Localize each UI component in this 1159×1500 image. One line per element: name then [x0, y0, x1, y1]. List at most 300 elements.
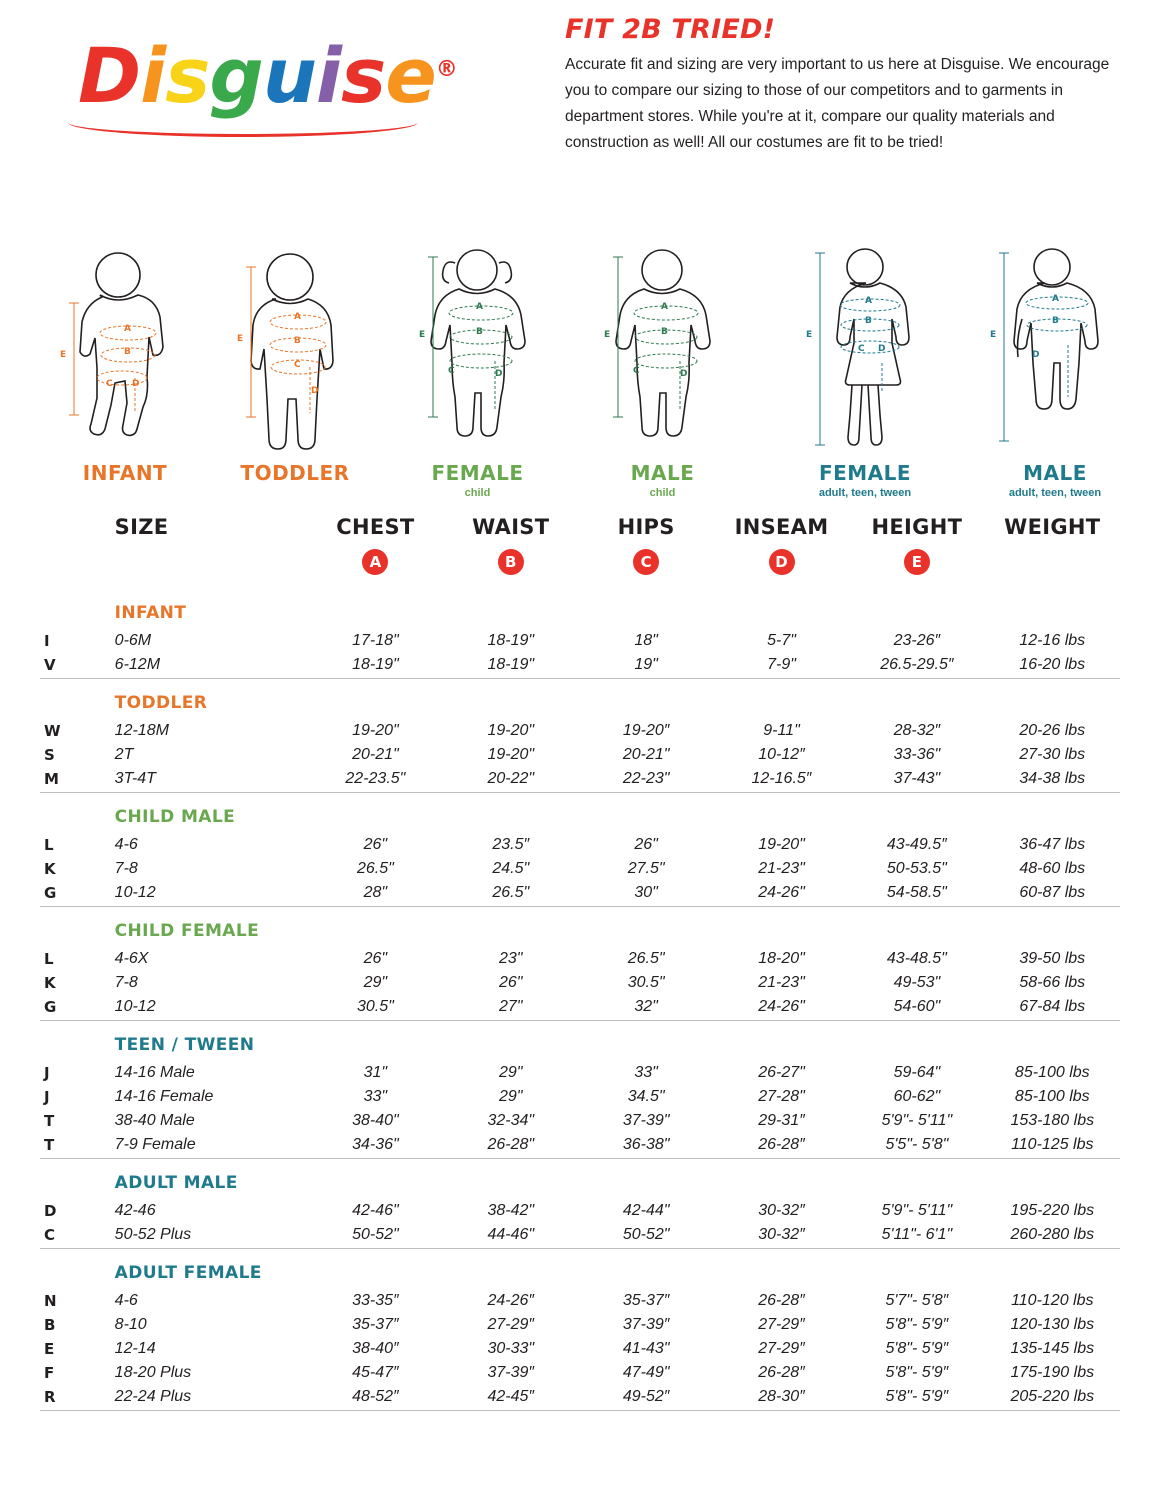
row-weight: 12-16 lbs [1019, 632, 1086, 649]
table-body [40, 589, 1120, 1411]
row-height: 37-43" [893, 770, 941, 787]
row-weight: 135-145 lbs [1010, 1340, 1095, 1357]
svg-text:D: D [132, 379, 140, 389]
row-size: 42-46 [114, 1202, 156, 1219]
row-size: 4-6X [114, 950, 149, 967]
figure-male-adult [960, 245, 1150, 499]
row-hips: 18" [634, 632, 658, 649]
row-code: E [44, 1340, 55, 1358]
table-row [40, 1361, 1120, 1385]
header-weight: WEIGHT [1004, 515, 1101, 539]
group-code-spacer [40, 793, 79, 834]
row-inseam: 18-20" [758, 950, 805, 967]
group-label: CHILD MALE [114, 807, 236, 827]
row-chest: 30.5" [356, 998, 394, 1015]
table-row [40, 1133, 1120, 1157]
row-hips: 30" [634, 884, 658, 901]
svg-text:C: C [106, 379, 113, 389]
row-chest: 45-47″ [352, 1364, 399, 1381]
table-row [40, 1061, 1120, 1085]
row-inseam: 27-29″ [758, 1340, 805, 1357]
infant-figure-icon [40, 245, 210, 455]
row-chest: 26.5" [356, 860, 394, 877]
row-height: 33-36" [893, 746, 941, 763]
row-waist: 18-19" [487, 656, 535, 673]
row-size: 10-12 [114, 998, 156, 1015]
row-inseam: 5-7" [767, 632, 796, 649]
row-height: 5'8"- 5'9″ [885, 1364, 949, 1381]
group-code-spacer [40, 1249, 79, 1290]
row-size: 50-52 Plus [114, 1226, 192, 1243]
row-weight: 39-50 lbs [1019, 950, 1086, 967]
row-inseam: 21-23" [758, 860, 805, 877]
svg-text:B: B [476, 327, 483, 337]
badge-cell-b [443, 543, 578, 589]
table-row [40, 1109, 1120, 1133]
row-height: 28-32″ [893, 722, 941, 739]
group-header-row [40, 1021, 1120, 1062]
logo-letter-d: D [78, 31, 141, 121]
row-hips: 32" [634, 998, 658, 1015]
svg-text:C: C [633, 366, 640, 376]
row-weight: 48-60 lbs [1019, 860, 1086, 877]
table-row [40, 1085, 1120, 1109]
row-code: L [44, 836, 54, 854]
badge-d: D [769, 549, 795, 575]
row-chest: 34-36" [352, 1136, 399, 1153]
row-weight: 67-84 lbs [1019, 998, 1086, 1015]
row-inseam: 9-11" [763, 722, 800, 739]
figure-label-female-child: FEMALE [431, 461, 524, 485]
row-height: 5'5"- 5'8" [885, 1136, 949, 1153]
row-weight: 153-180 lbs [1010, 1112, 1095, 1129]
table-row [40, 881, 1120, 905]
row-height: 54-60" [893, 998, 941, 1015]
row-inseam: 12-16.5″ [751, 770, 812, 787]
row-size: 8-10 [114, 1316, 147, 1333]
svg-text:D: D [1032, 350, 1040, 360]
group-label: CHILD FEMALE [114, 921, 260, 941]
row-size: 18-20 Plus [114, 1364, 192, 1381]
row-inseam: 24-26" [758, 884, 805, 901]
group-header-row [40, 907, 1120, 948]
row-code: C [44, 1226, 56, 1244]
female-child-figure-icon [385, 245, 570, 455]
row-weight: 175-190 lbs [1010, 1364, 1095, 1381]
row-code: M [44, 770, 59, 788]
group-header-row [40, 589, 1120, 629]
badge-spacer-code [40, 543, 79, 589]
row-inseam: 26-28″ [758, 1292, 805, 1309]
table-row [40, 947, 1120, 971]
row-chest: 28" [363, 884, 388, 901]
header-waist: WAIST [472, 515, 550, 539]
badge-spacer-weight [985, 543, 1120, 589]
row-chest: 33" [363, 1088, 388, 1105]
row-chest: 33-35″ [352, 1292, 399, 1309]
row-weight: 16-20 lbs [1019, 656, 1086, 673]
group-code-spacer [40, 1159, 79, 1200]
svg-text:E: E [237, 334, 244, 344]
svg-text:C: C [448, 366, 455, 376]
toddler-figure-icon [210, 245, 380, 455]
row-height: 59-64" [893, 1064, 941, 1081]
table-row [40, 653, 1120, 677]
svg-text:C: C [858, 344, 865, 354]
group-label: TODDLER [114, 693, 208, 713]
row-hips: 26" [634, 836, 658, 853]
logo-letter-e: e [385, 31, 436, 121]
svg-text:E: E [60, 350, 67, 360]
logo-letter-i1: i [140, 31, 166, 121]
figure-label-toddler: TODDLER [240, 461, 350, 485]
row-code: K [44, 860, 56, 878]
row-code: J [44, 1064, 50, 1082]
header-chest: CHEST [336, 515, 415, 539]
row-inseam: 26-28″ [758, 1136, 805, 1153]
figure-infant [40, 245, 210, 485]
group-label: TEEN / TWEEN [114, 1035, 255, 1055]
row-hips: 19" [634, 656, 658, 673]
badge-c: C [633, 549, 659, 575]
row-size: 7-8 [114, 860, 138, 877]
figure-label-male-child: MALE [630, 461, 695, 485]
table-header [40, 515, 1120, 589]
row-chest: 19-20" [352, 722, 399, 739]
row-size: 38-40 Male [114, 1112, 195, 1129]
row-waist: 29" [499, 1088, 523, 1105]
row-code: V [44, 656, 56, 674]
group-label: ADULT MALE [114, 1173, 238, 1193]
row-weight: 205-220 lbs [1010, 1388, 1095, 1405]
row-size: 4-6 [114, 836, 138, 853]
row-inseam: 30-32″ [758, 1226, 805, 1243]
figure-female-adult [770, 245, 960, 499]
row-waist: 24-26″ [487, 1292, 535, 1309]
group-label: ADULT FEMALE [114, 1263, 262, 1283]
logo-letter-s2: s [340, 31, 386, 121]
row-height: 26.5-29.5″ [880, 656, 954, 673]
row-waist: 27-29″ [487, 1316, 535, 1333]
svg-text:C: C [294, 360, 301, 370]
row-code: T [44, 1112, 55, 1130]
svg-text:D: D [311, 386, 319, 396]
svg-text:B: B [1052, 316, 1059, 326]
badge-cell-e [849, 543, 984, 589]
row-size: 12-14 [114, 1340, 156, 1357]
row-height: 54-58.5" [886, 884, 947, 901]
row-inseam: 21-23" [758, 974, 805, 991]
table-header-row [40, 515, 1120, 543]
figure-label-infant: INFANT [82, 461, 168, 485]
row-chest: 38-40″ [352, 1340, 399, 1357]
group-code-spacer [40, 589, 79, 629]
row-size: 7-8 [114, 974, 138, 991]
size-chart-table-wrap [0, 515, 1159, 1411]
row-hips: 26.5" [627, 950, 665, 967]
row-height: 5'9"- 5'11" [881, 1112, 953, 1129]
badge-cell-a [308, 543, 443, 589]
row-weight: 85-100 lbs [1014, 1088, 1090, 1105]
group-header-row [40, 793, 1120, 834]
row-code: B [44, 1316, 56, 1334]
svg-text:A: A [661, 302, 668, 312]
row-chest: 26" [363, 836, 388, 853]
row-waist: 23" [499, 950, 523, 967]
row-chest: 42-46" [352, 1202, 399, 1219]
svg-text:A: A [294, 312, 301, 322]
row-hips: 47-49" [622, 1364, 670, 1381]
row-code: F [44, 1364, 55, 1382]
table-row [40, 1313, 1120, 1337]
row-height: 43-48.5" [886, 950, 947, 967]
row-waist: 26" [499, 974, 523, 991]
row-weight: 36-47 lbs [1019, 836, 1086, 853]
svg-text:D: D [495, 369, 503, 379]
row-chest: 26" [363, 950, 388, 967]
male-adult-figure-icon [960, 245, 1150, 455]
row-hips: 35-37″ [622, 1292, 670, 1309]
row-height: 50-53.5" [886, 860, 947, 877]
row-weight: 20-26 lbs [1019, 722, 1086, 739]
figure-male-child [570, 245, 755, 499]
badge-e: E [904, 549, 930, 575]
badge-b: B [498, 549, 524, 575]
table-row [40, 629, 1120, 653]
logo-letter-u: u [262, 31, 316, 121]
svg-text:A: A [865, 296, 872, 306]
row-hips: 22-23" [622, 770, 670, 787]
table-row [40, 1289, 1120, 1313]
row-waist: 27" [499, 998, 523, 1015]
row-inseam: 27-28" [758, 1088, 805, 1105]
row-waist: 44-46" [487, 1226, 535, 1243]
row-size: 12-18M [114, 722, 169, 739]
table-row [40, 719, 1120, 743]
male-child-figure-icon [570, 245, 755, 455]
row-hips: 37-39″ [622, 1316, 670, 1333]
row-size: 2T [114, 746, 134, 763]
svg-text:E: E [806, 330, 813, 340]
table-row [40, 995, 1120, 1019]
table-row [40, 833, 1120, 857]
row-inseam: 26-28″ [758, 1364, 805, 1381]
row-inseam: 29-31″ [758, 1112, 805, 1129]
row-hips: 50-52" [622, 1226, 670, 1243]
row-height: 60-62" [893, 1088, 941, 1105]
badge-a: A [362, 549, 388, 575]
figure-sublabel-male-child: child [649, 487, 676, 499]
row-waist: 19-20" [487, 746, 535, 763]
svg-text:D: D [878, 344, 886, 354]
size-chart-table [40, 515, 1120, 1411]
row-size: 14-16 Male [114, 1064, 195, 1081]
row-size: 6-12M [114, 656, 161, 673]
header-inseam: INSEAM [734, 515, 829, 539]
row-weight: 27-30 lbs [1019, 746, 1086, 763]
logo-letter-g: g [209, 31, 263, 121]
logo-swoosh-divider [68, 108, 418, 137]
row-waist: 30-33" [487, 1340, 535, 1357]
row-inseam: 19-20" [758, 836, 805, 853]
row-chest: 20-21" [352, 746, 399, 763]
row-chest: 22-23.5" [345, 770, 406, 787]
row-hips: 49-52″ [622, 1388, 670, 1405]
row-weight: 195-220 lbs [1010, 1202, 1095, 1219]
table-row [40, 1199, 1120, 1223]
row-waist: 18-19" [487, 632, 535, 649]
badge-spacer-size [79, 543, 308, 589]
figure-sublabel-male-adult: adult, teen, tween [1008, 487, 1102, 499]
group-code-spacer [40, 907, 79, 948]
row-weight: 120-130 lbs [1010, 1316, 1095, 1333]
row-weight: 85-100 lbs [1014, 1064, 1090, 1081]
row-waist: 26-28" [487, 1136, 535, 1153]
row-inseam: 26-27" [758, 1064, 805, 1081]
row-inseam: 7-9" [767, 656, 796, 673]
row-hips: 42-44" [622, 1202, 670, 1219]
row-size: 7-9 Female [114, 1136, 196, 1153]
row-code: I [44, 632, 50, 650]
figure-female-child [385, 245, 570, 499]
row-waist: 20-22" [487, 770, 535, 787]
page-title: FIT 2B TRIED! [565, 14, 776, 45]
row-code: D [44, 1202, 57, 1220]
svg-text:B: B [661, 327, 668, 337]
figure-label-male-adult: MALE [1023, 461, 1087, 485]
svg-text:E: E [990, 330, 997, 340]
row-hips: 19-20″ [622, 722, 670, 739]
row-size: 3T-4T [114, 770, 156, 787]
row-waist: 42-45″ [487, 1388, 535, 1405]
group-header-row [40, 679, 1120, 720]
group-divider [40, 1409, 1120, 1411]
table-row [40, 1337, 1120, 1361]
row-chest: 17-18" [352, 632, 399, 649]
row-inseam: 24-26" [758, 998, 805, 1015]
header-height: HEIGHT [871, 515, 963, 539]
row-height: 5'7"- 5'8″ [885, 1292, 949, 1309]
row-height: 5'8"- 5'9″ [885, 1316, 949, 1333]
row-code: G [44, 884, 57, 902]
figure-row [0, 245, 1159, 505]
row-inseam: 27-29″ [758, 1316, 805, 1333]
row-waist: 32-34" [487, 1112, 535, 1129]
svg-text:E: E [604, 330, 611, 340]
row-hips: 27.5" [627, 860, 665, 877]
table-row [40, 857, 1120, 881]
row-hips: 37-39" [622, 1112, 670, 1129]
registered-trademark-icon: ® [435, 57, 457, 82]
logo-letter-i2: i [315, 31, 341, 121]
row-weight: 260-280 lbs [1010, 1226, 1095, 1243]
row-hips: 30.5" [627, 974, 665, 991]
row-height: 5'8"- 5'9″ [885, 1340, 949, 1357]
badge-cell-c [578, 543, 713, 589]
table-row [40, 743, 1120, 767]
row-chest: 18-19" [352, 656, 399, 673]
row-chest: 48-52″ [352, 1388, 399, 1405]
row-chest: 35-37″ [352, 1316, 399, 1333]
row-height: 5'8"- 5'9″ [885, 1388, 949, 1405]
row-waist: 38-42" [487, 1202, 535, 1219]
group-header-row [40, 1159, 1120, 1200]
row-size: 4-6 [114, 1292, 138, 1309]
table-row [40, 1385, 1120, 1409]
row-height: 5'11"- 6'1" [881, 1226, 953, 1243]
figure-toddler [210, 245, 380, 485]
logo-letter-s1: s [165, 31, 210, 121]
row-code: K [44, 974, 56, 992]
svg-text:A: A [124, 324, 131, 334]
row-hips: 41-43" [622, 1340, 670, 1357]
svg-text:A: A [1052, 294, 1059, 304]
svg-text:D: D [680, 369, 688, 379]
row-height: 43-49.5″ [886, 836, 947, 853]
row-waist: 23.5″ [492, 836, 530, 853]
row-code: T [44, 1136, 55, 1154]
figure-sublabel-female-adult: adult, teen, tween [818, 487, 912, 499]
row-height: 23-26″ [893, 632, 941, 649]
svg-text:B: B [865, 316, 872, 326]
table-row [40, 971, 1120, 995]
row-weight: 34-38 lbs [1019, 770, 1086, 787]
svg-text:B: B [294, 336, 301, 346]
figure-sublabel-female-child: child [464, 487, 491, 499]
row-size: 14-16 Female [114, 1088, 214, 1105]
row-code: L [44, 950, 54, 968]
row-size: 0-6M [114, 632, 152, 649]
row-code: N [44, 1292, 57, 1310]
row-waist: 19-20" [487, 722, 535, 739]
row-size: 10-12 [114, 884, 156, 901]
header-code-col [40, 515, 79, 543]
table-row [40, 1223, 1120, 1247]
row-chest: 38-40" [352, 1112, 399, 1129]
row-waist: 26.5" [492, 884, 530, 901]
row-chest: 31" [363, 1064, 388, 1081]
badge-cell-d [714, 543, 849, 589]
row-chest: 29" [363, 974, 388, 991]
table-badge-row [40, 543, 1120, 589]
row-hips: 36-38" [622, 1136, 670, 1153]
row-height: 5'9"- 5'11" [881, 1202, 953, 1219]
row-code: R [44, 1388, 56, 1406]
row-weight: 58-66 lbs [1019, 974, 1086, 991]
row-hips: 20-21" [622, 746, 670, 763]
row-weight: 110-125 lbs [1011, 1136, 1094, 1153]
row-inseam: 30-32″ [758, 1202, 805, 1219]
header-size: SIZE [114, 515, 169, 539]
group-label: INFANT [114, 603, 187, 623]
row-hips: 33" [634, 1064, 658, 1081]
row-code: G [44, 998, 57, 1016]
row-weight: 60-87 lbs [1019, 884, 1086, 901]
group-code-spacer [40, 1021, 79, 1062]
female-adult-figure-icon [770, 245, 960, 455]
svg-text:B: B [124, 347, 131, 357]
row-code: J [44, 1088, 50, 1106]
row-inseam: 10-12″ [758, 746, 805, 763]
group-header-row [40, 1249, 1120, 1290]
row-hips: 34.5" [627, 1088, 665, 1105]
row-waist: 37-39″ [487, 1364, 535, 1381]
row-code: S [44, 746, 55, 764]
header-hips: HIPS [617, 515, 675, 539]
group-code-spacer [40, 679, 79, 720]
row-waist: 24.5" [492, 860, 530, 877]
row-weight: 110-120 lbs [1011, 1292, 1094, 1309]
